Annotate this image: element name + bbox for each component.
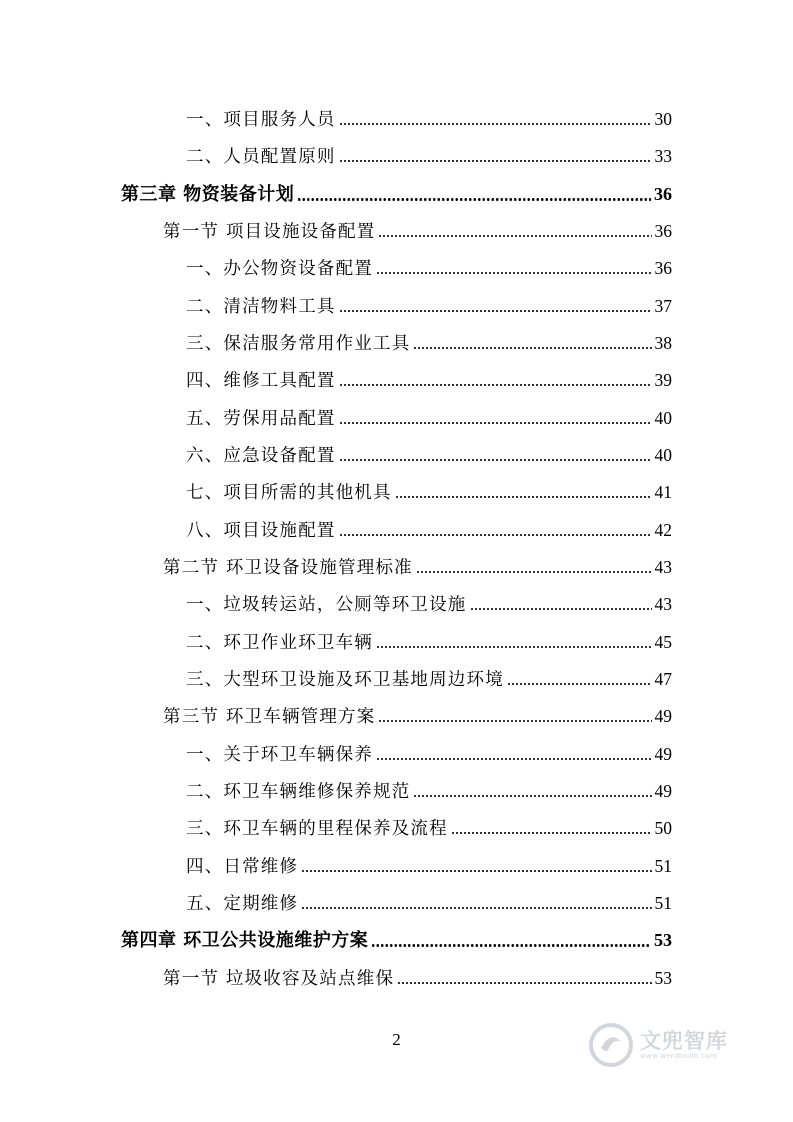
toc-entry[interactable] xyxy=(186,253,672,283)
toc-entry-page: 49 xyxy=(654,781,672,801)
toc-entry-page: 33 xyxy=(654,146,672,166)
dot-leader xyxy=(413,795,651,797)
toc-entry-title: 第三章 物资装备计划 xyxy=(121,184,295,205)
toc-entry[interactable] xyxy=(186,888,672,918)
toc-entry-title: 三、保洁服务常用作业工具 xyxy=(186,334,411,354)
toc-entry-page: 37 xyxy=(654,296,672,316)
toc-entry-page: 42 xyxy=(654,520,672,540)
dot-leader xyxy=(507,683,652,685)
dot-leader xyxy=(470,608,652,610)
toc-entry-title: 一、办公物资设备配置 xyxy=(186,259,373,279)
page-number: 2 xyxy=(392,1030,401,1049)
dot-leader xyxy=(376,758,652,760)
toc-entry-page: 36 xyxy=(654,258,672,278)
dot-leader xyxy=(413,347,651,349)
dot-leader xyxy=(339,160,652,162)
toc-entry[interactable] xyxy=(186,664,672,694)
dot-leader xyxy=(397,982,651,984)
toc-entry-title: 二、环卫作业环卫车辆 xyxy=(186,633,373,653)
watermark-site: www.wendoulib.com xyxy=(640,1052,717,1060)
watermark-logo-icon xyxy=(588,1022,634,1068)
dot-leader xyxy=(451,832,652,834)
toc-entry[interactable] xyxy=(186,328,672,358)
dot-leader xyxy=(378,720,651,722)
toc-entry[interactable] xyxy=(186,440,672,470)
toc-entry-page: 36 xyxy=(654,184,672,204)
toc-entry-title: 二、人员配置原则 xyxy=(186,147,336,167)
toc-section-entry[interactable] xyxy=(163,701,672,731)
toc-entry-title: 五、劳保用品配置 xyxy=(186,409,336,429)
toc-entry-page: 43 xyxy=(654,557,672,577)
toc-entry-title: 五、定期维修 xyxy=(186,894,299,914)
toc-entry-title: 第二节 环卫设备设施管理标准 xyxy=(163,558,413,578)
toc-entry-page: 53 xyxy=(654,930,672,950)
toc-entry[interactable] xyxy=(186,813,672,843)
toc-entry-title: 三、环卫车辆的里程保养及流程 xyxy=(186,819,448,839)
toc-entry-title: 一、垃圾转运站，公厕等环卫设施 xyxy=(186,595,467,615)
toc-entry-title: 二、环卫车辆维修保养规范 xyxy=(186,782,411,802)
toc-entry[interactable] xyxy=(186,739,672,769)
toc-entry[interactable] xyxy=(186,627,672,657)
toc-entry-page: 41 xyxy=(654,482,672,502)
dot-leader xyxy=(339,422,652,424)
toc-entry[interactable] xyxy=(186,589,672,619)
toc-chapter-entry[interactable] xyxy=(121,179,672,209)
toc-entry-title: 一、关于环卫车辆保养 xyxy=(186,745,373,765)
dot-leader xyxy=(297,198,651,201)
toc-entry[interactable] xyxy=(186,776,672,806)
toc-entry-title: 三、大型环卫设施及环卫基地周边环境 xyxy=(186,670,504,690)
toc-entry[interactable] xyxy=(186,141,672,171)
toc-entry-page: 49 xyxy=(654,744,672,764)
toc-entry[interactable] xyxy=(186,365,672,395)
toc-entry-page: 47 xyxy=(654,669,672,689)
toc-entry-page: 40 xyxy=(654,445,672,465)
toc-entry-page: 43 xyxy=(654,594,672,614)
dot-leader xyxy=(339,534,652,536)
toc-entry-title: 第四章 环卫公共设施维护方案 xyxy=(121,930,369,951)
toc-section-entry[interactable] xyxy=(163,216,672,246)
toc-entry-title: 六、应急设备配置 xyxy=(186,446,336,466)
toc-entry[interactable] xyxy=(186,291,672,321)
toc-entry[interactable] xyxy=(186,851,672,881)
dot-leader xyxy=(416,571,652,573)
dot-leader xyxy=(376,646,652,648)
dot-leader xyxy=(339,310,652,312)
toc-entry[interactable] xyxy=(186,104,672,134)
watermark-name: 文兜智库 xyxy=(640,1029,728,1053)
dot-leader xyxy=(339,384,652,386)
watermark-text-block xyxy=(640,1030,728,1060)
toc-section-entry[interactable] xyxy=(163,963,672,993)
toc-entry[interactable] xyxy=(186,403,672,433)
toc-entry-title: 四、维修工具配置 xyxy=(186,371,336,391)
toc-entry-title: 一、项目服务人员 xyxy=(186,110,336,130)
toc-entry-title: 四、日常维修 xyxy=(186,857,299,877)
toc-entry-title: 第一节 项目设施设备配置 xyxy=(163,222,376,242)
toc-entry[interactable] xyxy=(186,515,672,545)
dot-leader xyxy=(395,496,652,498)
toc-entry-title: 二、清洁物料工具 xyxy=(186,297,336,317)
watermark xyxy=(588,1015,758,1075)
toc-entry-title: 七、项目所需的其他机具 xyxy=(186,483,392,503)
toc-entry-page: 51 xyxy=(654,856,672,876)
dot-leader xyxy=(376,272,652,274)
toc-entry-page: 51 xyxy=(654,893,672,913)
toc-entry-page: 36 xyxy=(654,221,672,241)
toc-section-entry[interactable] xyxy=(163,552,672,582)
toc-entry[interactable] xyxy=(186,477,672,507)
toc-entry-page: 49 xyxy=(654,706,672,726)
toc-entry-page: 50 xyxy=(654,818,672,838)
dot-leader xyxy=(371,944,651,947)
toc-entry-page: 39 xyxy=(654,370,672,390)
toc-entry-page: 40 xyxy=(654,408,672,428)
toc-entry-title: 第三节 环卫车辆管理方案 xyxy=(163,707,376,727)
toc-entry-page: 45 xyxy=(654,632,672,652)
dot-leader xyxy=(378,235,651,237)
toc-entry-page: 38 xyxy=(654,333,672,353)
dot-leader xyxy=(301,907,651,909)
toc-chapter-entry[interactable] xyxy=(121,925,672,955)
dot-leader xyxy=(301,870,651,872)
toc-entry-page: 30 xyxy=(654,109,672,129)
dot-leader xyxy=(339,123,652,125)
toc-entry-title: 八、项目设施配置 xyxy=(186,521,336,541)
toc-entry-page: 53 xyxy=(654,968,672,988)
dot-leader xyxy=(339,459,652,461)
toc-entry-title: 第一节 垃圾收容及站点维保 xyxy=(163,969,395,989)
